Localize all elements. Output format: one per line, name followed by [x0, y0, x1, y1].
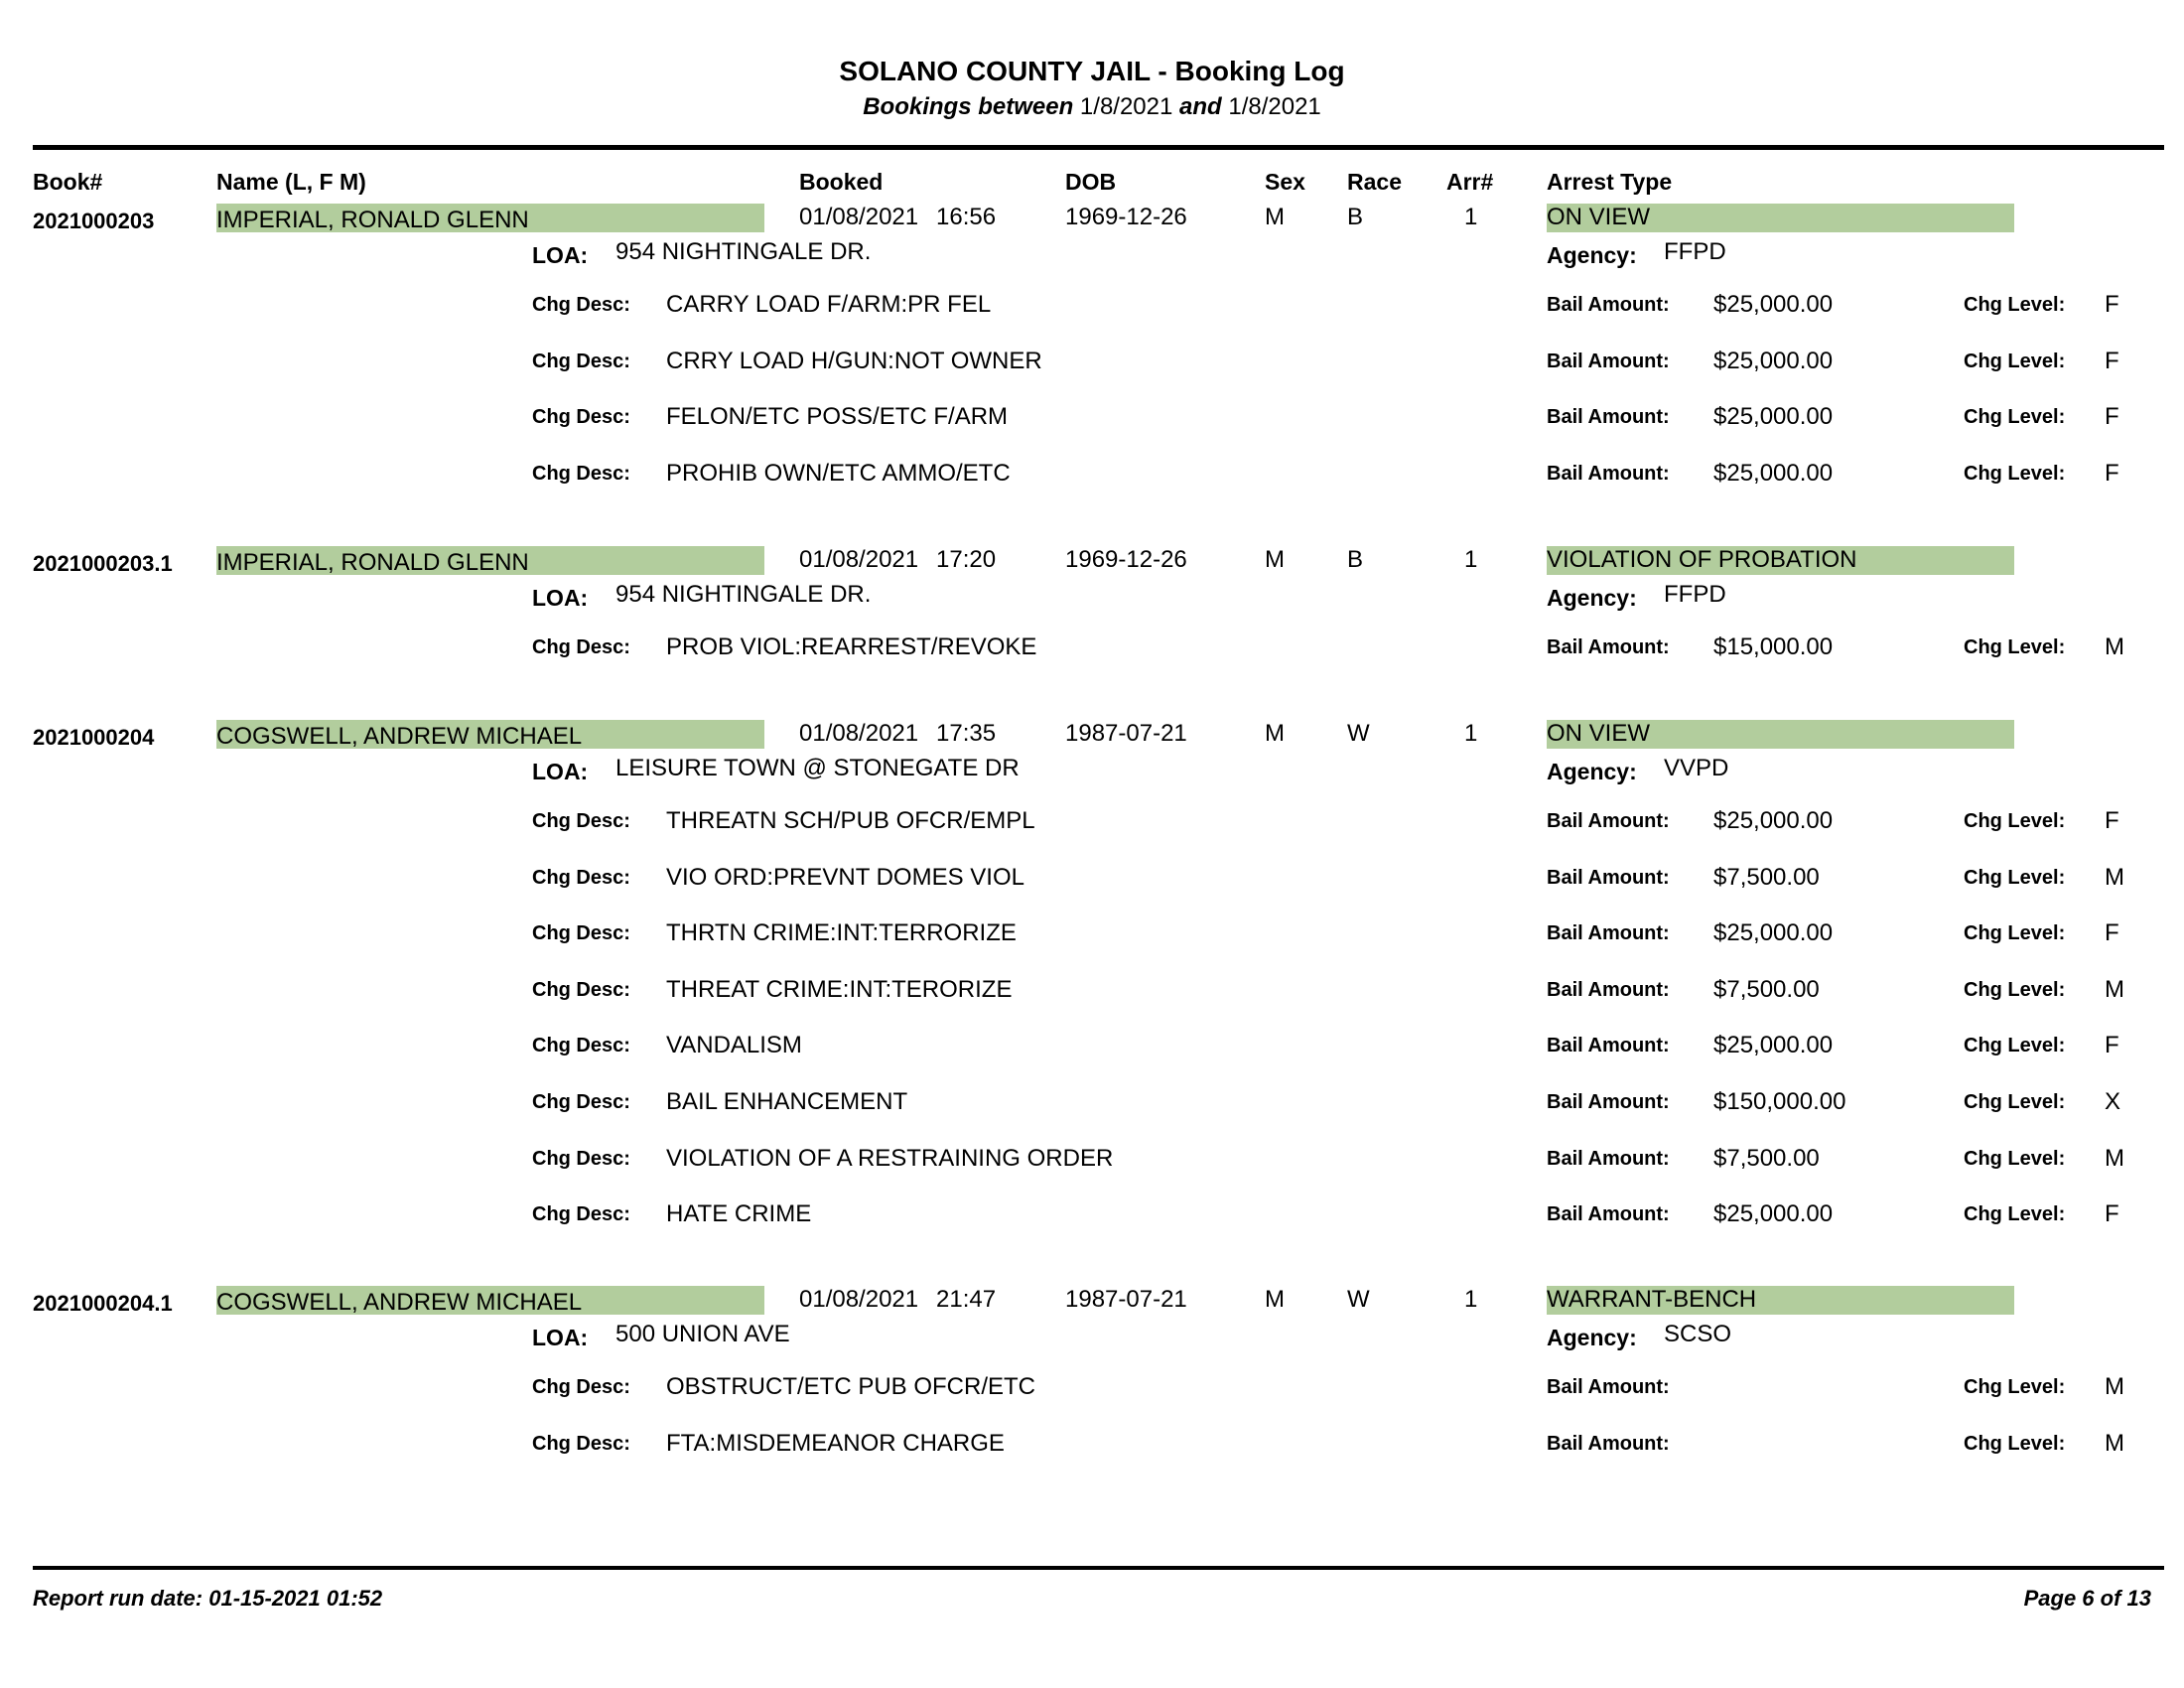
- arrest-number: 1: [1464, 204, 1478, 230]
- bail-amount-label: Bail Amount:: [1547, 462, 1670, 485]
- charge-desc-label: Chg Desc:: [532, 866, 630, 889]
- loa-value: 954 NIGHTINGALE DR.: [615, 581, 872, 608]
- charge-desc-label: Chg Desc:: [532, 978, 630, 1001]
- charge-level: X: [2105, 1088, 2121, 1115]
- report-title: SOLANO COUNTY JAIL - Booking Log: [839, 56, 1345, 86]
- bail-amount-label: Bail Amount:: [1547, 978, 1670, 1001]
- charge-desc-label: Chg Desc:: [532, 1147, 630, 1170]
- column-header-sex: Sex: [1265, 169, 1305, 195]
- inmate-name: COGSWELL, ANDREW MICHAEL: [216, 1289, 583, 1316]
- charge-description: PROB VIOL:REARREST/REVOKE: [666, 633, 1037, 660]
- charge-description: VANDALISM: [666, 1032, 802, 1059]
- bail-amount-label: Bail Amount:: [1547, 1147, 1670, 1170]
- bail-amount: $25,000.00: [1713, 807, 1834, 834]
- subtitle-prefix: Bookings between: [863, 93, 1074, 120]
- charge-level-label: Chg Level:: [1964, 636, 2066, 658]
- charge-level-label: Chg Level:: [1964, 922, 2066, 945]
- charge-level-label: Chg Level:: [1964, 1035, 2066, 1057]
- charge-level-label: Chg Level:: [1964, 978, 2066, 1001]
- booked-time: 16:56: [936, 204, 997, 230]
- bail-amount-label: Bail Amount:: [1547, 636, 1670, 658]
- bail-amount-label: Bail Amount:: [1547, 866, 1670, 889]
- bail-amount: $25,000.00: [1713, 459, 1834, 487]
- footer-divider: [33, 1566, 2164, 1570]
- booking-number: 2021000204: [33, 725, 155, 750]
- charge-desc-label: Chg Desc:: [532, 636, 630, 658]
- bail-amount: $25,000.00: [1713, 1032, 1834, 1059]
- charge-level-label: Chg Level:: [1964, 350, 2066, 372]
- charge-level: F: [2105, 403, 2119, 431]
- booked-date: 01/08/2021: [799, 720, 919, 747]
- column-header-book: Book#: [33, 169, 103, 195]
- start-date: 1/8/2021: [1079, 93, 1173, 120]
- agency-value: SCSO: [1664, 1321, 1732, 1347]
- charge-desc-label: Chg Desc:: [532, 462, 630, 485]
- loa-label: LOA:: [532, 759, 589, 784]
- page-number: Page 6 of 13: [2023, 1586, 2151, 1611]
- charge-level: F: [2105, 807, 2119, 834]
- bail-amount-label: Bail Amount:: [1547, 1035, 1670, 1057]
- agency-value: FFPD: [1664, 581, 1726, 608]
- charge-level-label: Chg Level:: [1964, 1203, 2066, 1226]
- charge-description: OBSTRUCT/ETC PUB OFCR/ETC: [666, 1373, 1036, 1400]
- charge-level: F: [2105, 1200, 2119, 1228]
- charge-level-label: Chg Level:: [1964, 1091, 2066, 1113]
- arrest-number: 1: [1464, 720, 1478, 747]
- column-header-arrest-type: Arrest Type: [1547, 169, 1673, 195]
- bail-amount-label: Bail Amount:: [1547, 1376, 1670, 1398]
- charge-level-label: Chg Level:: [1964, 1147, 2066, 1170]
- charge-description: FELON/ETC POSS/ETC F/ARM: [666, 403, 1009, 431]
- charge-desc-label: Chg Desc:: [532, 1035, 630, 1057]
- race: B: [1347, 204, 1364, 230]
- charge-level-label: Chg Level:: [1964, 1432, 2066, 1455]
- charge-level: M: [2105, 863, 2124, 891]
- loa-value: LEISURE TOWN @ STONEGATE DR: [615, 755, 1020, 781]
- dob: 1969-12-26: [1065, 546, 1187, 573]
- charge-level-label: Chg Level:: [1964, 406, 2066, 429]
- charge-description: CRRY LOAD H/GUN:NOT OWNER: [666, 347, 1042, 374]
- charge-desc-label: Chg Desc:: [532, 1091, 630, 1113]
- bail-amount-label: Bail Amount:: [1547, 294, 1670, 316]
- bail-amount: $25,000.00: [1713, 403, 1834, 431]
- charge-level-label: Chg Level:: [1964, 462, 2066, 485]
- dob: 1987-07-21: [1065, 720, 1187, 747]
- arrest-type: VIOLATION OF PROBATION: [1547, 546, 1857, 573]
- charge-level: F: [2105, 347, 2119, 374]
- charge-desc-label: Chg Desc:: [532, 922, 630, 945]
- dob: 1987-07-21: [1065, 1286, 1187, 1313]
- charge-description: BAIL ENHANCEMENT: [666, 1088, 908, 1115]
- bail-amount: $150,000.00: [1713, 1088, 1846, 1115]
- charge-desc-label: Chg Desc:: [532, 1203, 630, 1226]
- charge-desc-label: Chg Desc:: [532, 294, 630, 316]
- charge-level: M: [2105, 1429, 2124, 1457]
- charge-desc-label: Chg Desc:: [532, 810, 630, 832]
- loa-label: LOA:: [532, 1325, 589, 1350]
- charge-level: F: [2105, 1032, 2119, 1059]
- charge-desc-label: Chg Desc:: [532, 350, 630, 372]
- charge-description: THREAT CRIME:INT:TERORIZE: [666, 975, 1013, 1003]
- sex: M: [1265, 1286, 1285, 1313]
- agency-value: VVPD: [1664, 755, 1729, 781]
- charge-level: F: [2105, 459, 2119, 487]
- charge-level: M: [2105, 1144, 2124, 1172]
- report-subtitle: [0, 93, 2184, 121]
- charge-description: PROHIB OWN/ETC AMMO/ETC: [666, 459, 1011, 487]
- agency-label: Agency:: [1547, 759, 1637, 784]
- booked-time: 17:35: [936, 720, 997, 747]
- bail-amount-label: Bail Amount:: [1547, 1432, 1670, 1455]
- booked-date: 01/08/2021: [799, 546, 919, 573]
- bail-amount: $7,500.00: [1713, 863, 1820, 891]
- arrest-type: ON VIEW: [1547, 204, 1651, 230]
- race: W: [1347, 1286, 1370, 1313]
- header-divider: [33, 145, 2164, 150]
- charge-level-label: Chg Level:: [1964, 1376, 2066, 1398]
- bail-amount: $15,000.00: [1713, 633, 1834, 660]
- inmate-name: COGSWELL, ANDREW MICHAEL: [216, 723, 583, 750]
- booking-number: 2021000203: [33, 209, 155, 233]
- bail-amount: $25,000.00: [1713, 347, 1834, 374]
- bail-amount: $25,000.00: [1713, 291, 1834, 318]
- bail-amount-label: Bail Amount:: [1547, 1091, 1670, 1113]
- subtitle-and: and: [1179, 93, 1222, 120]
- sex: M: [1265, 720, 1285, 747]
- loa-value: 500 UNION AVE: [615, 1321, 790, 1347]
- arrest-type: WARRANT-BENCH: [1547, 1286, 1757, 1313]
- agency-value: FFPD: [1664, 238, 1726, 265]
- bail-amount: $7,500.00: [1713, 1144, 1820, 1172]
- charge-level: M: [2105, 633, 2124, 660]
- column-header-booked: Booked: [799, 169, 884, 195]
- column-header-arr: Arr#: [1446, 169, 1494, 195]
- charge-desc-label: Chg Desc:: [532, 1376, 630, 1398]
- charge-desc-label: Chg Desc:: [532, 1432, 630, 1455]
- charge-description: THRTN CRIME:INT:TERRORIZE: [666, 919, 1017, 947]
- inmate-name: IMPERIAL, RONALD GLENN: [216, 207, 529, 233]
- bail-amount-label: Bail Amount:: [1547, 810, 1670, 832]
- charge-level: M: [2105, 1373, 2124, 1400]
- race: W: [1347, 720, 1370, 747]
- bail-amount-label: Bail Amount:: [1547, 1203, 1670, 1226]
- loa-value: 954 NIGHTINGALE DR.: [615, 238, 872, 265]
- charge-level: F: [2105, 919, 2119, 947]
- arrest-number: 1: [1464, 1286, 1478, 1313]
- bail-amount: $25,000.00: [1713, 1200, 1834, 1228]
- charge-level-label: Chg Level:: [1964, 810, 2066, 832]
- column-header-name: Name (L, F M): [216, 169, 366, 195]
- booked-date: 01/08/2021: [799, 204, 919, 230]
- charge-description: FTA:MISDEMEANOR CHARGE: [666, 1429, 1005, 1457]
- race: B: [1347, 546, 1364, 573]
- arrest-number: 1: [1464, 546, 1478, 573]
- charge-description: HATE CRIME: [666, 1200, 812, 1228]
- booked-date: 01/08/2021: [799, 1286, 919, 1313]
- column-header-race: Race: [1347, 169, 1402, 195]
- sex: M: [1265, 204, 1285, 230]
- report-run-date: Report run date: 01-15-2021 01:52: [33, 1586, 383, 1611]
- charge-description: VIOLATION OF A RESTRAINING ORDER: [666, 1144, 1114, 1172]
- sex: M: [1265, 546, 1285, 573]
- bail-amount: $25,000.00: [1713, 919, 1834, 947]
- inmate-name: IMPERIAL, RONALD GLENN: [216, 549, 529, 576]
- charge-level-label: Chg Level:: [1964, 866, 2066, 889]
- charge-description: CARRY LOAD F/ARM:PR FEL: [666, 291, 992, 318]
- agency-label: Agency:: [1547, 1325, 1637, 1350]
- charge-desc-label: Chg Desc:: [532, 406, 630, 429]
- agency-label: Agency:: [1547, 585, 1637, 611]
- charge-level-label: Chg Level:: [1964, 294, 2066, 316]
- bail-amount-label: Bail Amount:: [1547, 922, 1670, 945]
- charge-description: THREATN SCH/PUB OFCR/EMPL: [666, 807, 1035, 834]
- bail-amount: $7,500.00: [1713, 975, 1820, 1003]
- booking-number: 2021000204.1: [33, 1291, 173, 1316]
- column-header-dob: DOB: [1065, 169, 1117, 195]
- loa-label: LOA:: [532, 585, 589, 611]
- dob: 1969-12-26: [1065, 204, 1187, 230]
- agency-label: Agency:: [1547, 242, 1637, 268]
- bail-amount-label: Bail Amount:: [1547, 406, 1670, 429]
- booking-number: 2021000203.1: [33, 551, 173, 576]
- charge-level: M: [2105, 975, 2124, 1003]
- loa-label: LOA:: [532, 242, 589, 268]
- booked-time: 17:20: [936, 546, 997, 573]
- bail-amount-label: Bail Amount:: [1547, 350, 1670, 372]
- end-date: 1/8/2021: [1228, 93, 1321, 120]
- charge-level: F: [2105, 291, 2119, 318]
- arrest-type: ON VIEW: [1547, 720, 1651, 747]
- booked-time: 21:47: [936, 1286, 997, 1313]
- charge-description: VIO ORD:PREVNT DOMES VIOL: [666, 863, 1024, 891]
